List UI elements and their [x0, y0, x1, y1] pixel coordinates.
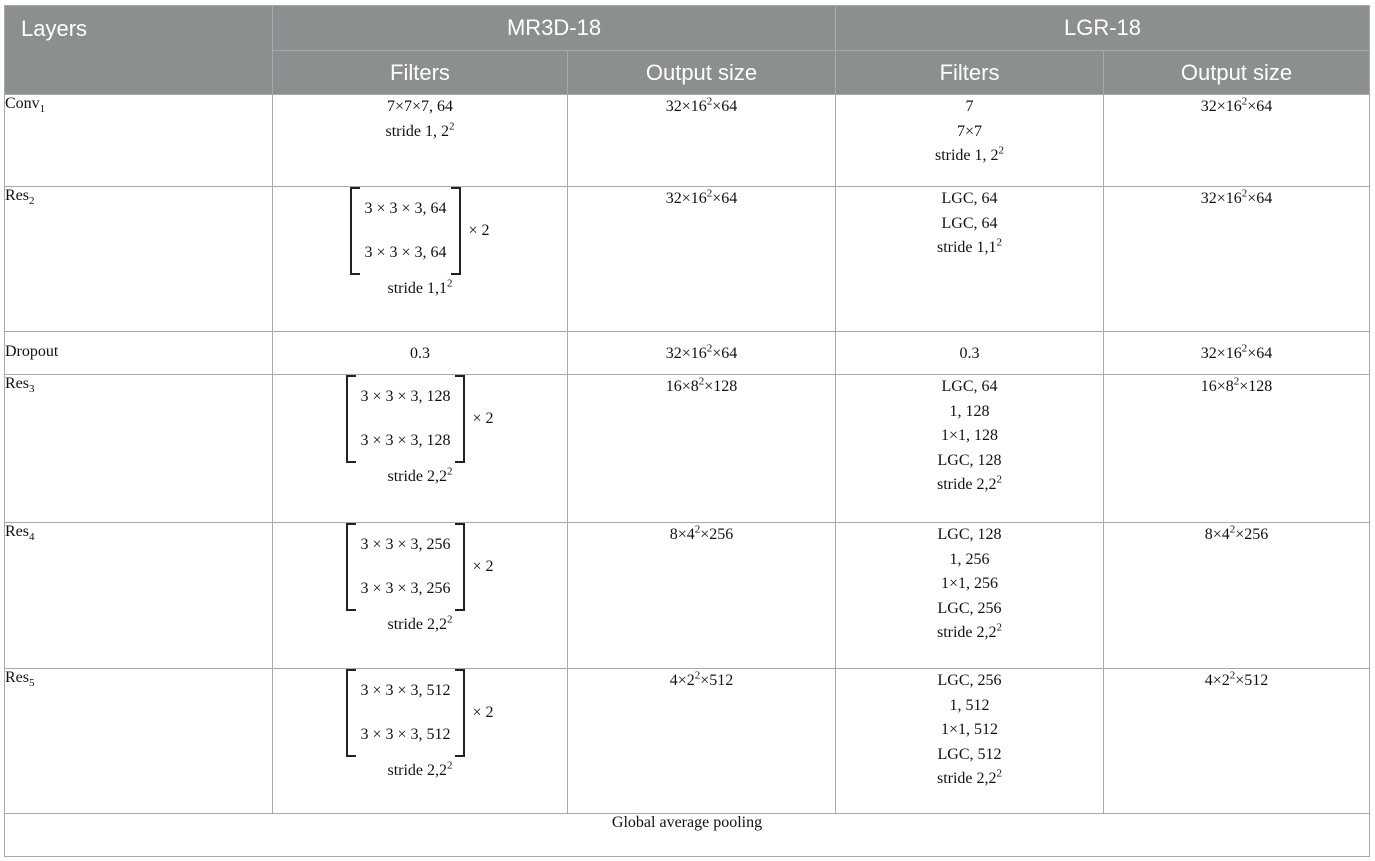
header-mr-output-size: Output size: [568, 51, 836, 95]
mr-output-cell: $32\times 16^2\times 64$: [568, 95, 836, 187]
mr-filters-cell: 0.3: [273, 332, 568, 375]
filter-matrix: 3 × 3 × 3, 512 3 × 3 × 3, 512 × 2: [346, 669, 493, 757]
lgr-filters-cell: 7 7×7 stride 1, $2^2$: [836, 95, 1104, 187]
matrix-bracket: 3 × 3 × 3, 256 3 × 3 × 3, 256: [346, 523, 464, 611]
lgr-filters-cell: 0.3: [836, 332, 1104, 375]
mr-output-cell: $32\times 16^2\times 64$: [568, 332, 836, 375]
lgr-output-cell: $8\times 4^2\times 256$: [1104, 523, 1370, 669]
lgr-output-cell: $32\times 16^2\times 64$: [1104, 332, 1370, 375]
lgr-filters-cell: LGC, 256 1, 512 1×1, 512 LGC, 512 stride $2,2^2$: [836, 669, 1104, 814]
filter-matrix: 3 × 3 × 3, 256 3 × 3 × 3, 256 × 2: [346, 523, 493, 611]
layer-name: Dropout: [5, 332, 273, 375]
mr-output-cell: $32\times 16^2\times 64$: [568, 187, 836, 332]
mr-filters-cell: 7×7×7, 64 stride 1, $2^2$: [273, 95, 568, 187]
architecture-table: [4, 5, 1370, 857]
table-row: [5, 187, 1370, 332]
layer-name: Res$_2$: [5, 187, 273, 332]
mr-filters-cell: 3 × 3 × 3, 256 3 × 3 × 3, 256 × 2 stride $2,2^2$: [273, 523, 568, 669]
layer-name: Res$_4$: [5, 523, 273, 669]
lgr-output-cell: $16\times 8^2\times 128$: [1104, 375, 1370, 523]
lgr-output-cell: $32\times 16^2\times 64$: [1104, 187, 1370, 332]
lgr-output-cell: $32\times 16^2\times 64$: [1104, 95, 1370, 187]
table-row: [5, 523, 1370, 669]
header-mr-filters: Filters: [273, 51, 568, 95]
table-row: [5, 332, 1370, 375]
table-row: [5, 95, 1370, 187]
matrix-bracket: 3 × 3 × 3, 512 3 × 3 × 3, 512: [346, 669, 464, 757]
mr-output-cell: $16\times 8^2\times 128$: [568, 375, 836, 523]
mr-output-cell: $4\times 2^2\times 512$: [568, 669, 836, 814]
mr-output-cell: $8\times 4^2\times 256$: [568, 523, 836, 669]
lgr-output-cell: $4\times 2^2\times 512$: [1104, 669, 1370, 814]
mr-filters-cell: 3 × 3 × 3, 64 3 × 3 × 3, 64 × 2 stride $1,1^2$: [273, 187, 568, 332]
header-lgr-18: LGR-18: [836, 6, 1370, 51]
filter-matrix: 3 × 3 × 3, 64 3 × 3 × 3, 64 × 2: [350, 187, 489, 275]
header-lgr-output-size: Output size: [1104, 51, 1370, 95]
header-layers: Layers: [5, 6, 273, 95]
layer-name: Conv$_1$: [5, 95, 273, 187]
header-mr3d-18: MR3D-18: [273, 6, 836, 51]
header-lgr-filters: Filters: [836, 51, 1104, 95]
layer-name: Res$_5$: [5, 669, 273, 814]
matrix-bracket: 3 × 3 × 3, 64 3 × 3 × 3, 64: [350, 187, 460, 275]
global-average-pooling: Global average pooling: [5, 814, 1370, 857]
lgr-filters-cell: LGC, 64 1, 128 1×1, 128 LGC, 128 stride $2,2^2$: [836, 375, 1104, 523]
table-row: [5, 669, 1370, 814]
filter-matrix: 3 × 3 × 3, 128 3 × 3 × 3, 128 × 2: [346, 375, 493, 463]
table-row-footer: [5, 814, 1370, 857]
layer-name: Res$_3$: [5, 375, 273, 523]
lgr-filters-cell: LGC, 128 1, 256 1×1, 256 LGC, 256 stride $2,2^2$: [836, 523, 1104, 669]
table-row: [5, 375, 1370, 523]
mr-filters-cell: 3 × 3 × 3, 128 3 × 3 × 3, 128 × 2 stride $2,2^2$: [273, 375, 568, 523]
matrix-bracket: 3 × 3 × 3, 128 3 × 3 × 3, 128: [346, 375, 464, 463]
mr-filters-cell: 3 × 3 × 3, 512 3 × 3 × 3, 512 × 2 stride $2,2^2$: [273, 669, 568, 814]
lgr-filters-cell: LGC, 64 LGC, 64 stride $1,1^2$: [836, 187, 1104, 332]
